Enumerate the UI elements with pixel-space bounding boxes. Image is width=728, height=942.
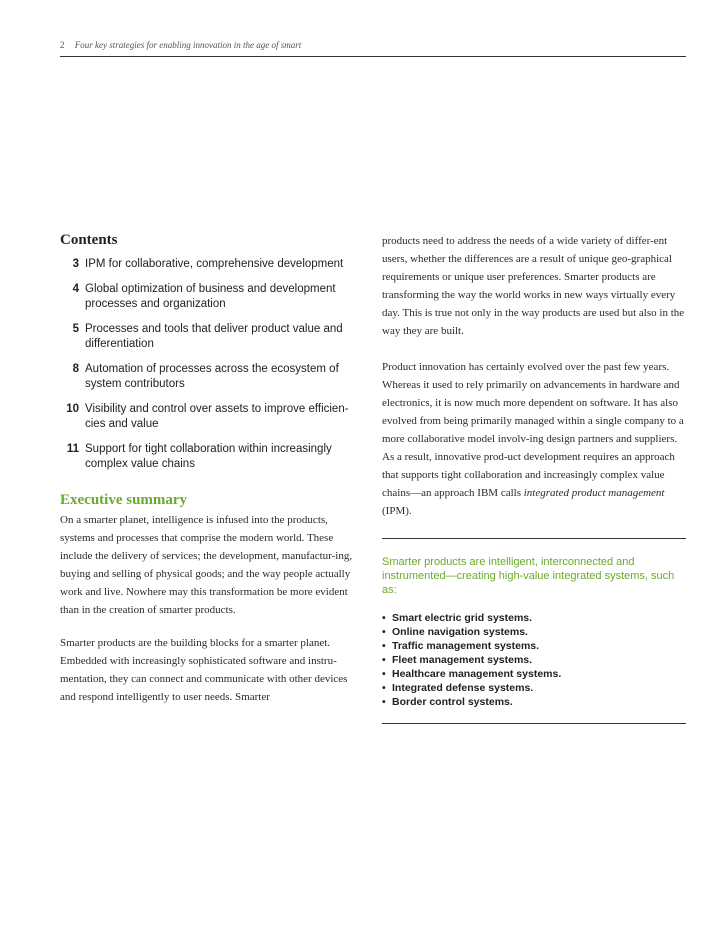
running-title: Four key strategies for enabling innovation in the age of smart [74,40,302,50]
toc-item[interactable] [60,442,360,472]
callout-box [382,539,686,723]
toc-page-number: 11 [66,443,79,455]
bullet-icon: • [382,682,386,694]
list-item-text: Integrated defense systems. [392,682,534,694]
toc-item[interactable] [60,257,360,272]
list-item-text: Online navigation systems. [392,626,528,638]
page-number: 2 [60,40,65,50]
toc-entry-text: Processes and tools that deliver product value and differentiation [85,323,343,350]
toc-item[interactable] [60,282,360,312]
left-column [60,232,360,721]
bullet-icon: • [382,696,386,708]
paragraph-text: Product innovation has certainly evolved over the past few years. Whereas it used to rely primarily on advancements in hardware and electronics, it is now much more dependent on software. It has also evolved from being primarily managed within a single company to a more collaborative model involv-ing design partners and suppliers. As a result, innovative prod-uct development requires an approach that supports tight collaboration and increasingly complex value chains—an approach IBM calls [382,361,684,499]
toc-page-number: 10 [66,403,79,415]
running-header [60,40,686,57]
toc-item[interactable] [60,322,360,352]
list-item-text: Fleet management systems. [392,654,533,666]
contents-title: Contents [60,232,118,248]
callout-list [382,611,686,709]
right-paragraph-1: products need to address the needs of a wide variety of differ-ent users, whether the differences are a result of unique geo-graphical requirements or unique user preferences. Smarter products are transforming the way the world works in new ways virtually every day. This is true not only in the way products are used but also in the way they are built. [382,235,685,337]
list-item-text: Traffic management systems. [392,640,540,652]
list-item [382,695,686,709]
list-item [382,611,686,625]
executive-summary-paragraph-2: Smarter products are the building blocks for a smarter planet. Embedded with increasingly sophisticated software and instru-mentation, they can connect and communicate with other devices and respond intelligently to user needs. Smarter [60,637,348,703]
toc-page-number: 3 [72,258,79,270]
toc-entry-text: Global optimization of business and development processes and organization [85,283,336,310]
toc-page-number: 5 [72,323,79,335]
ipm-term: integrated product management [523,487,665,499]
executive-summary-paragraph-1: On a smarter planet, intelligence is infused into the products, systems and processes that comprise the modern world. These include the delivery of services; the development, manufactur-ing, buying and selling of physical goods; and the way people actually work and live. Nowhere may this transformation be more evident than in the creation of smarter products. [60,514,353,616]
bullet-icon: • [382,640,386,652]
toc-entry-text: IPM for collaborative, comprehensive development [85,258,344,270]
list-item-text: Smart electric grid systems. [392,612,533,624]
list-item-text: Healthcare management systems. [392,668,562,680]
list-item [382,667,686,681]
list-item [382,681,686,695]
bullet-icon: • [382,626,386,638]
callout-bottom-rule [382,723,686,724]
toc-entry-text: Visibility and control over assets to improve efficien-cies and value [85,403,349,430]
bullet-icon: • [382,612,386,624]
right-column [382,232,686,724]
list-item [382,653,686,667]
toc-page-number: 4 [72,283,79,295]
right-paragraph-2 [382,358,686,520]
toc-entry-text: Support for tight collaboration within increasingly complex value chains [85,443,332,470]
toc-page-number: 8 [72,363,79,375]
table-of-contents [60,257,360,472]
toc-item[interactable] [60,402,360,432]
list-item [382,625,686,639]
executive-summary-title: Executive summary [60,492,188,508]
toc-entry-text: Automation of processes across the ecosystem of system contributors [85,363,339,390]
list-item [382,639,686,653]
bullet-icon: • [382,654,386,666]
list-item-text: Border control systems. [392,696,513,708]
callout-heading: Smarter products are intelligent, interconnected and instrumented—creating high-value integrated systems, such as: [382,556,675,596]
bullet-icon: • [382,668,386,680]
toc-item[interactable] [60,362,360,392]
paragraph-text-end: (IPM). [382,505,412,517]
